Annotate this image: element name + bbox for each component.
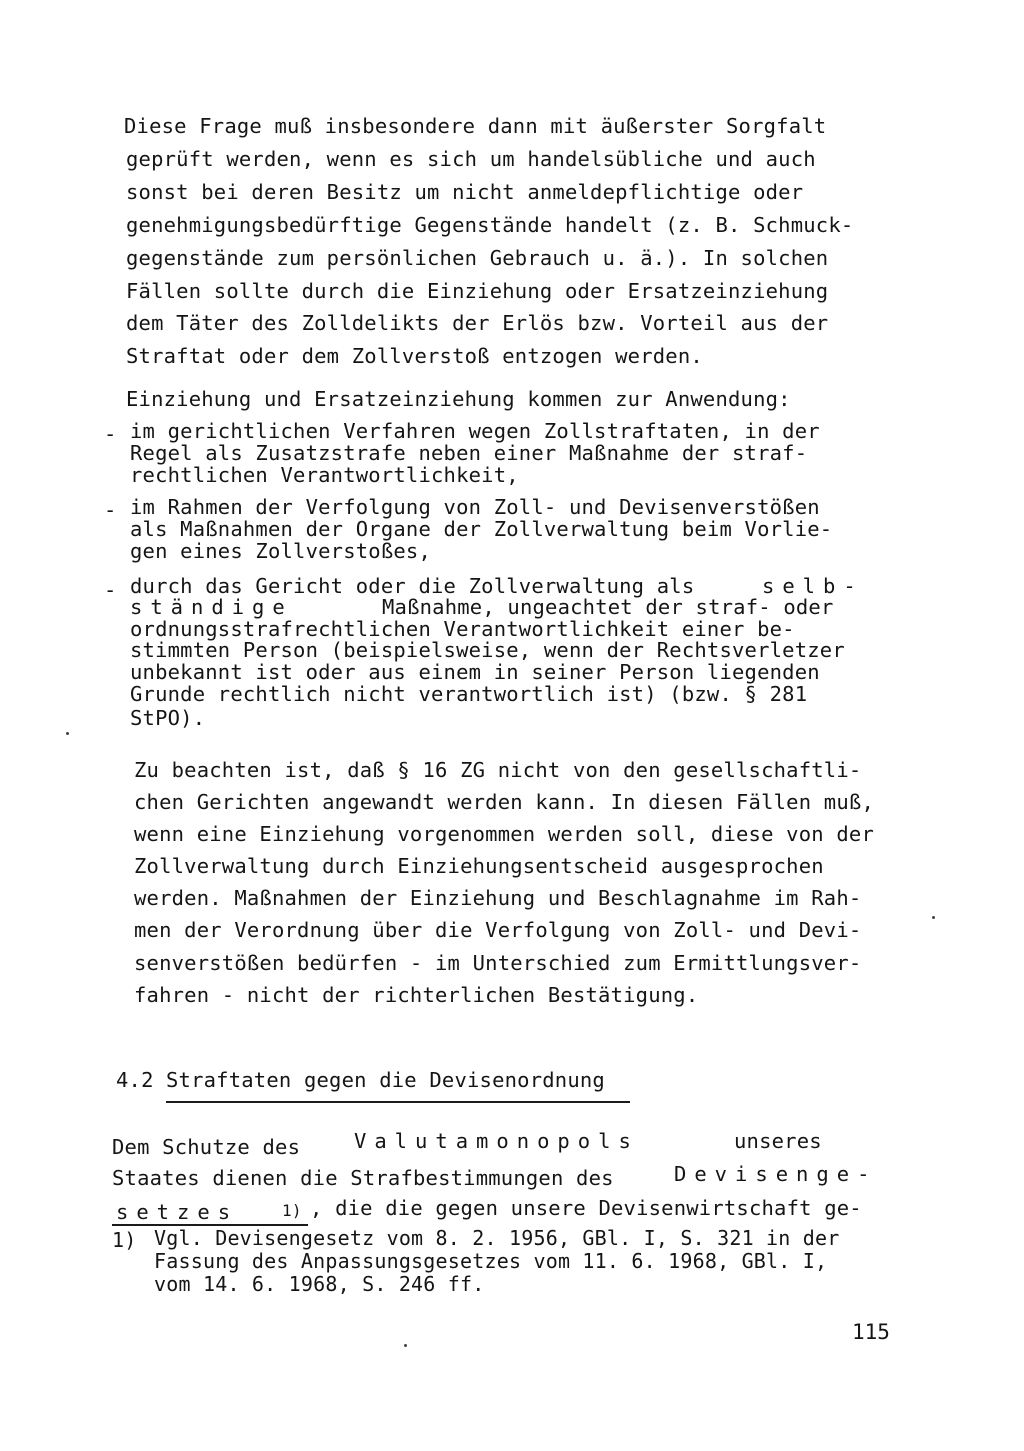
text-line: Straftat oder dem Zollverstoß entzogen werden.	[126, 344, 703, 368]
text-line: ordnungsstrafrechtlichen Verantwortlichkeit einer be-	[130, 617, 795, 641]
text-line: chen Gerichten angewandt werden kann. In diesen Fällen muß,	[134, 790, 874, 814]
text-line: men der Verordnung über die Verfolgung von Zoll- und Devi-	[134, 918, 862, 942]
text-line: , die die gegen unsere Devisenwirtschaft ge-	[310, 1196, 862, 1220]
list-intro: Einziehung und Ersatzeinziehung kommen zur Anwendung:	[126, 387, 791, 411]
text-line: Zu beachten ist, daß § 16 ZG nicht von den gesellschaftli-	[134, 758, 862, 782]
text-line: Fällen sollte durch die Einziehung oder Ersatzeinziehung	[126, 279, 829, 303]
spaced-emphasis: Valutamonopols	[354, 1129, 639, 1153]
section-title: Straftaten gegen die Devisenordnung	[166, 1068, 605, 1092]
text-line: im Rahmen der Verfolgung von Zoll- und Devisenverstößen	[130, 495, 820, 519]
spaced-emphasis: setzes	[116, 1200, 239, 1224]
text-line: vom 14. 6. 1968, S. 246 ff.	[154, 1272, 485, 1296]
bullet-dash: -	[104, 498, 117, 522]
text-line: dem Täter des Zolldelikts der Erlös bzw. Vorteil aus der	[126, 311, 829, 335]
text-line: gen eines Zollverstoßes,	[130, 539, 432, 563]
text-line: Diese Frage muß insbesondere dann mit äußerster Sorgfalt	[124, 114, 827, 138]
text-line: rechtlichen Verantwortlichkeit,	[130, 463, 519, 487]
text-line: unseres	[734, 1129, 822, 1153]
section-number: 4.2	[116, 1068, 154, 1092]
text-line: fahren - nicht der richterlichen Bestätigung.	[134, 983, 699, 1007]
text-line: Regel als Zusatzstrafe neben einer Maßnahme der straf-	[130, 441, 808, 465]
text-line: stimmten Person (beispielsweise, wenn der Rechtsverletzer	[130, 638, 845, 662]
bullet-dash: -	[104, 578, 117, 602]
spaced-emphasis: ständige	[130, 595, 293, 619]
footnote-marker: 1)	[112, 1228, 137, 1252]
text-line: StPO).	[130, 706, 206, 730]
text-line: als Maßnahmen der Organe der Zollverwaltung beim Vorlie-	[130, 517, 833, 541]
text-line: Grunde rechtlich nicht verantwortlich ist) (bzw. § 281	[130, 682, 808, 706]
text-line: Staates dienen die Strafbestimmungen des	[112, 1166, 614, 1190]
text-line: senverstößen bedürfen - im Unterschied zum Ermittlungsver-	[134, 951, 862, 975]
text-line: Dem Schutze des	[112, 1135, 301, 1159]
text-line: Fassung des Anpassungsgesetzes vom 11. 6. 1968, GBl. I,	[154, 1249, 828, 1273]
text-line: Zollverwaltung durch Einziehungsentscheid ausgesprochen	[134, 854, 824, 878]
spaced-emphasis: selb-	[762, 574, 864, 598]
text-line: Maßnahme, ungeachtet der straf- oder	[382, 595, 834, 619]
text-line: unbekannt ist oder aus einem in seiner Person liegenden	[130, 660, 820, 684]
text-line: genehmigungsbedürftige Gegenstände handelt (z. B. Schmuck-	[126, 213, 854, 237]
text-line: geprüft werden, wenn es sich um handelsübliche und auch	[126, 147, 816, 171]
heading-underline	[166, 1101, 630, 1103]
text-line: sonst bei deren Besitz um nicht anmeldepflichtige oder	[126, 180, 804, 204]
text-line: Vgl. Devisengesetz vom 8. 2. 1956, GBl. I, S. 321 in der	[154, 1226, 840, 1250]
page-number: 115	[852, 1320, 890, 1344]
footnote-reference: 1)	[282, 1201, 302, 1220]
scan-speck	[404, 1344, 407, 1347]
text-line: wenn eine Einziehung vorgenommen werden soll, diese von der	[134, 822, 874, 846]
scan-speck	[932, 916, 935, 919]
text-line: im gerichtlichen Verfahren wegen Zollstraftaten, in der	[130, 419, 820, 443]
text-line: durch das Gericht oder die Zollverwaltung als	[130, 574, 695, 598]
text-line: werden. Maßnahmen der Einziehung und Beschlagnahme im Rah-	[134, 886, 862, 910]
spaced-emphasis: Devisenge-	[674, 1162, 878, 1186]
text-line: gegenstände zum persönlichen Gebrauch u. ä.). In solchen	[126, 246, 829, 270]
scan-speck	[66, 732, 69, 735]
bullet-dash: -	[104, 422, 117, 446]
